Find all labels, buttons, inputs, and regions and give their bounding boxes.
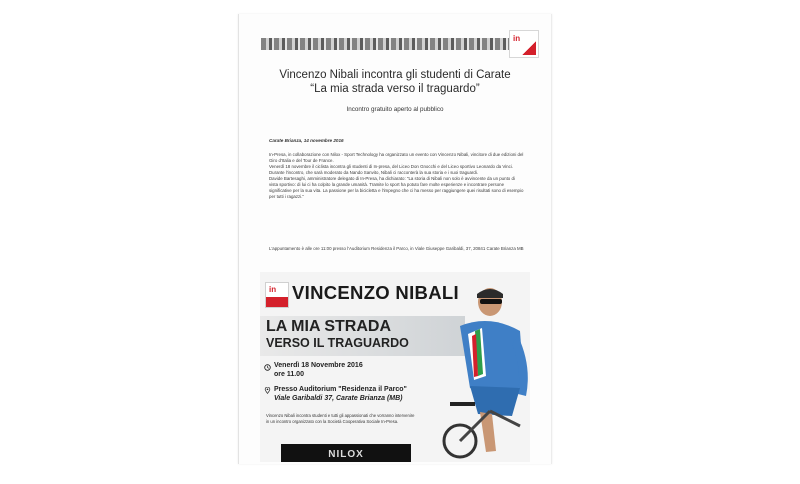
document-subtitle: Incontro gratuito aperto al pubblico: [346, 106, 444, 113]
body-paragraph: Durante l'incontro, che sarà moderato da Nando Sanvito, Nibali ci racconterà la sua storia e i suoi traguardi.: [269, 170, 479, 175]
poster-logo-text: in: [269, 285, 277, 294]
poster-address: Viale Garibaldi 37, Carate Brianza (MB): [274, 395, 403, 402]
poster-date: Venerdì 18 Novembre 2016: [274, 362, 363, 369]
event-poster: [260, 272, 530, 462]
clock-icon: [264, 364, 271, 371]
dateline: Carate Brianza, 14 novembre 2016: [269, 138, 344, 143]
appointment-paragraph: L'appuntamento è alle ore 11:00 presso l'Auditorium Residenza il Parco, in Viale Giuseppe Garibaldi, 37, 20841 Carate Brianza MB: [269, 246, 524, 251]
poster-time: ore 11.00: [274, 371, 304, 378]
title-line-1: Vincenzo Nibali incontra gli studenti di Carate: [279, 69, 511, 81]
document-title: [239, 68, 551, 96]
location-pin-icon: [264, 387, 271, 394]
poster-description: Vincenzo Nibali incontra studenti e tutti gli appassionati che vorranno intervenire in un incontro organizzato con la Società Cooperativa Sociale In-Presa.: [266, 413, 415, 424]
poster-slogan-line-2: VERSO IL TRAGUARDO: [266, 336, 409, 350]
poster-slogan-line-1: LA MIA STRADA: [266, 318, 392, 335]
press-release-body: [269, 152, 525, 200]
title-line-2: “La mia strada verso il traguardo”: [310, 83, 480, 95]
in-presa-logo: [509, 30, 539, 58]
poster-athlete-name: VINCENZO NIBALI: [292, 282, 459, 303]
document-page: [238, 14, 552, 464]
header-photo-strip: [261, 38, 511, 50]
body-paragraph: Venerdì 18 novembre il ciclista incontra gli studenti di In-presa, del Liceo Don Gnocchi e del Liceo sportivo Leonardo da Vinci.: [269, 164, 513, 169]
body-paragraph: Davide Bartesaghi, amministratore delegato di In-Presa, ha dichiarato: "La storia di Nibali non solo è avvincente da un punto di vista sportivo: di lui ci ha colpito la grande umanità. Tramite lo sport ha potuto fare molte esperienze e incontrare persone significative per la sua vita. La passione per la bicicletta e l'impegno che ci ha messo per raggiungere quei risultati sono di esempio per tutti i ragazzi.": [269, 176, 524, 199]
sponsor-logo: NILOX: [328, 449, 364, 460]
poster-in-presa-logo: [265, 282, 289, 308]
in-presa-logo-text: in: [513, 34, 521, 43]
poster-venue: Presso Auditorium "Residenza il Parco": [274, 386, 407, 393]
sponsor-banner: [281, 444, 411, 462]
body-paragraph: In-Presa, in collaborazione con Nilox - Sport Technology ha organizzato un evento con Vincenzo Nibali, vincitore di due edizioni del Giro d'Italia e del Tour de France.: [269, 152, 524, 163]
cyclist-photo: [420, 276, 530, 461]
